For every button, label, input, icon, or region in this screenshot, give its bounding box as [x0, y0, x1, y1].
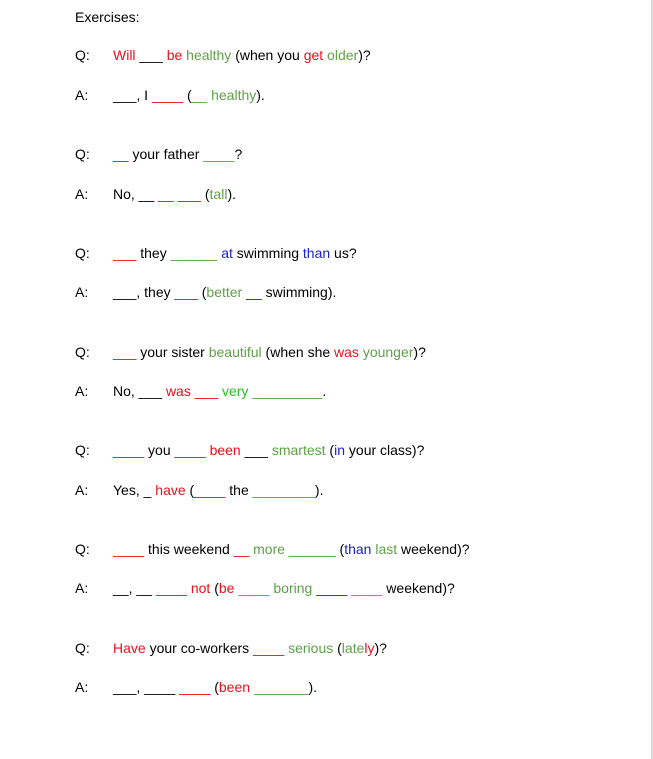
- exercise-line: [0, 245, 640, 265]
- text-segment: ___: [135, 47, 167, 63]
- text-segment: ____: [113, 442, 145, 458]
- text-segment: was: [165, 383, 191, 399]
- line-text: [113, 47, 371, 63]
- line-label: Q:: [75, 47, 90, 63]
- text-segment: ___: [177, 186, 201, 202]
- text-segment: at: [221, 245, 233, 261]
- text-segment: _______: [253, 679, 309, 695]
- line-text: [113, 442, 424, 458]
- exercise-line: [0, 47, 640, 67]
- line-label: Q:: [75, 146, 90, 162]
- line-text: [113, 87, 265, 103]
- text-segment: ____ boring: [238, 580, 313, 596]
- text-segment: ___: [240, 442, 272, 458]
- text-segment: they: [136, 245, 171, 261]
- text-segment: (: [185, 482, 195, 498]
- text-segment: late: [341, 640, 365, 656]
- text-segment: (when you: [231, 47, 304, 63]
- text-segment: us?: [330, 245, 357, 261]
- line-label: Q:: [75, 640, 90, 656]
- line-text: [113, 640, 387, 656]
- text-segment: Have: [113, 640, 146, 656]
- text-segment: ____: [151, 87, 184, 103]
- text-segment: ____: [174, 442, 206, 458]
- text-segment: last: [375, 541, 398, 557]
- text-segment: ____: [351, 580, 383, 596]
- text-segment: Yes, _: [113, 482, 156, 498]
- line-label: Q:: [75, 344, 90, 360]
- text-segment: your co-workers: [145, 640, 254, 656]
- text-segment: ____ not: [155, 580, 211, 596]
- text-segment: tall: [209, 186, 228, 202]
- line-text: [113, 344, 426, 360]
- line-label: Q:: [75, 245, 90, 261]
- text-segment: (: [335, 541, 345, 557]
- line-text: [113, 146, 242, 162]
- text-segment: ____: [179, 679, 211, 695]
- text-segment: Will: [113, 47, 136, 63]
- text-segment: ________: [252, 482, 315, 498]
- text-segment: beautiful: [208, 344, 262, 360]
- exercise-line: [0, 344, 640, 364]
- text-segment: be: [218, 580, 235, 596]
- line-label: A:: [75, 482, 89, 498]
- text-segment: younger: [362, 344, 414, 360]
- text-segment: in: [334, 442, 346, 458]
- exercise-line: [0, 146, 640, 166]
- text-segment: was: [334, 344, 359, 360]
- line-label: A:: [75, 383, 89, 399]
- exercises-heading: Exercises:: [75, 9, 140, 25]
- exercise-line: [0, 482, 640, 502]
- text-segment: weekend)?: [382, 580, 455, 596]
- text-segment: your class)?: [345, 442, 425, 458]
- exercise-line: [0, 679, 640, 699]
- text-segment: __ healthy: [191, 87, 257, 103]
- text-segment: __: [158, 186, 174, 202]
- text-segment: (when she: [261, 344, 335, 360]
- line-text: [113, 482, 323, 498]
- text-segment: ).: [256, 87, 265, 103]
- text-segment: this weekend: [144, 541, 234, 557]
- text-segment: ____: [113, 541, 145, 557]
- text-segment: be: [166, 47, 183, 63]
- line-label: A:: [75, 580, 89, 596]
- text-segment: )?: [374, 640, 387, 656]
- text-segment: __, __: [113, 580, 156, 596]
- text-segment: _________: [252, 383, 323, 399]
- text-segment: ____: [316, 580, 348, 596]
- text-segment: No, __: [113, 186, 159, 202]
- text-segment: been: [209, 442, 241, 458]
- text-segment: serious: [288, 640, 334, 656]
- text-segment: ______: [170, 245, 218, 261]
- text-segment: very: [221, 383, 249, 399]
- text-segment: (: [197, 284, 207, 300]
- text-segment: ____: [203, 146, 235, 162]
- text-segment: ).: [227, 186, 236, 202]
- exercise-line: [0, 442, 640, 462]
- text-segment: weekend)?: [397, 541, 470, 557]
- text-segment: ly: [364, 640, 375, 656]
- text-segment: ___, they: [113, 284, 175, 300]
- text-segment: ___: [174, 284, 198, 300]
- line-text: [113, 541, 470, 557]
- exercise-line: [0, 186, 640, 206]
- exercise-line: [0, 541, 640, 561]
- text-segment: healthy: [186, 47, 232, 63]
- text-segment: the: [225, 482, 253, 498]
- text-segment: ___, I: [113, 87, 152, 103]
- text-segment: (: [183, 87, 192, 103]
- text-segment: ?: [234, 146, 243, 162]
- line-text: [113, 245, 357, 261]
- text-segment: (: [333, 640, 342, 656]
- exercise-line: [0, 383, 640, 403]
- text-segment: ).: [314, 482, 324, 498]
- line-text: [113, 580, 455, 596]
- text-segment: ___: [113, 344, 137, 360]
- text-segment: __: [113, 146, 129, 162]
- text-segment: more ______: [253, 541, 336, 557]
- text-segment: ___: [194, 383, 219, 399]
- exercise-line: [0, 87, 640, 107]
- text-segment: been: [218, 679, 251, 695]
- text-segment: ).: [308, 679, 318, 695]
- line-label: A:: [75, 87, 89, 103]
- text-segment: (: [325, 442, 335, 458]
- text-segment: (: [200, 186, 210, 202]
- text-segment: ____: [253, 640, 285, 656]
- line-label: Q:: [75, 442, 90, 458]
- text-segment: )?: [413, 344, 426, 360]
- line-text: [113, 186, 236, 202]
- text-segment: older: [327, 47, 359, 63]
- text-segment: ____: [194, 482, 226, 498]
- text-segment: (: [210, 679, 219, 695]
- text-segment: ___, ____: [113, 679, 180, 695]
- text-segment: your father: [128, 146, 204, 162]
- text-segment: ___: [113, 245, 137, 261]
- text-segment: you: [144, 442, 175, 458]
- text-segment: No, ___: [113, 383, 166, 399]
- text-segment: than: [344, 541, 372, 557]
- exercise-line: [0, 640, 640, 660]
- line-label: A:: [75, 284, 89, 300]
- text-segment: smartest: [271, 442, 326, 458]
- text-segment: get: [303, 47, 324, 63]
- line-label: A:: [75, 679, 89, 695]
- line-text: [113, 284, 336, 300]
- text-segment: swimming: [232, 245, 303, 261]
- exercise-line: [0, 580, 640, 600]
- text-segment: __: [233, 541, 250, 557]
- text-segment: have: [155, 482, 186, 498]
- line-label: A:: [75, 186, 89, 202]
- text-segment: .: [322, 383, 327, 399]
- line-text: [113, 679, 317, 695]
- text-segment: )?: [358, 47, 371, 63]
- line-text: [113, 383, 326, 399]
- line-label: Q:: [75, 541, 90, 557]
- text-segment: (: [210, 580, 219, 596]
- text-segment: swimming).: [261, 284, 337, 300]
- exercise-line: [0, 284, 640, 304]
- text-segment: __: [246, 284, 262, 300]
- text-segment: your sister: [136, 344, 209, 360]
- text-segment: than: [302, 245, 331, 261]
- text-segment: better: [206, 284, 243, 300]
